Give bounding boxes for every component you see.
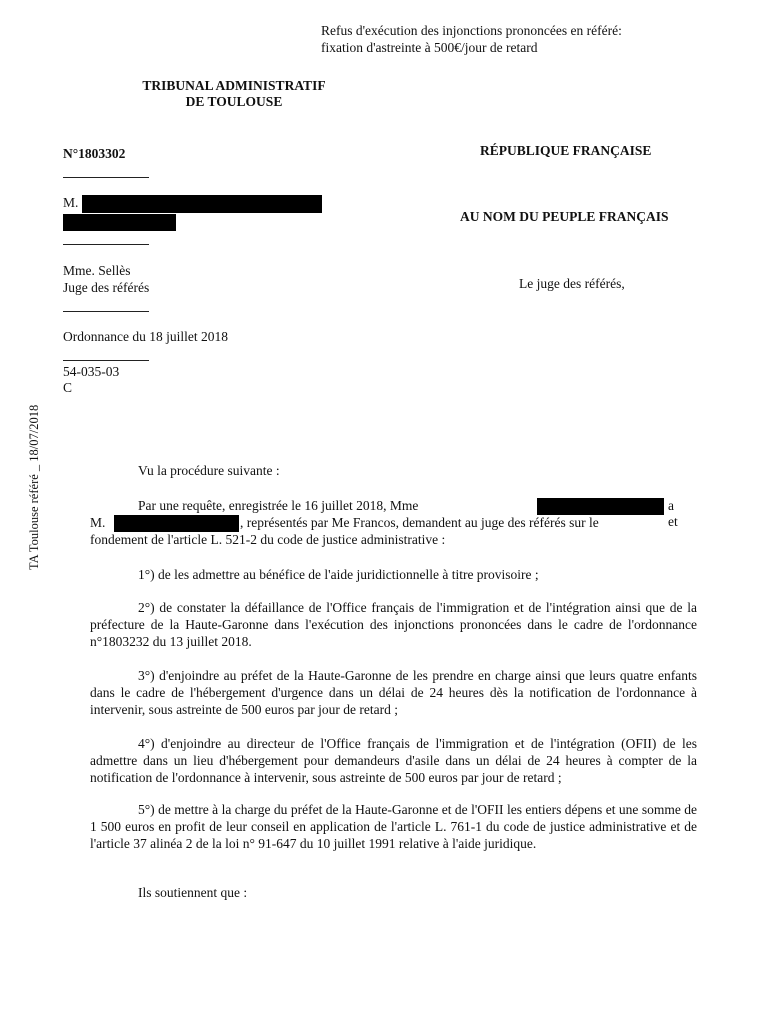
code-1: 54-035-03 [63, 364, 120, 379]
header-note-line1: Refus d'exécution des injonctions prononcées en référé: [321, 23, 622, 38]
item-3: 3°) d'enjoindre au préfet de la Haute-Garonne de les prendre en charge ainsi que leurs quatre enfants dans le cadre de l'hébergement d'urgence dans un délai de 24 heures dès la notification de l'ordonnance à intervenir, sous astreinte de 500 euros par jour de retard ; [90, 668, 697, 717]
code-2: C [63, 380, 73, 395]
p1-line3: fondement de l'article L. 521-2 du code de justice administrative : [90, 532, 446, 547]
side-reference: TA Toulouse référé _ 18/07/2018 [27, 404, 41, 570]
judge-name: Mme. Sellès [63, 263, 131, 278]
judge-role: Juge des référés [63, 280, 150, 295]
p1-line2-prefix: M. [90, 515, 106, 530]
ordonnance-date: Ordonnance du 18 juillet 2018 [63, 329, 228, 344]
redaction-mme-name [537, 498, 664, 515]
party-prefix: M. [63, 195, 79, 210]
republic-heading: RÉPUBLIQUE FRANÇAISE [480, 143, 652, 158]
separator-4 [63, 360, 149, 361]
court-name [120, 78, 348, 110]
vu-procedure: Vu la procédure suivante : [138, 463, 280, 478]
court-line2: DE TOULOUSE [185, 94, 283, 109]
juge-header: Le juge des référés, [519, 276, 625, 291]
p1-line1-end-text: a et [668, 498, 678, 529]
redaction-party-name [82, 195, 322, 213]
item-4: 4°) d'enjoindre au directeur de l'Office français de l'immigration et de l'intégration (OFII) de les admettre dans un lieu d'hébergement pour demandeurs d'asile dans un délai de 24 heures à compter de la notification de l'ordonnance à intervenir, sous astreinte de 500 euros par jour de retard ; [90, 736, 697, 785]
au-nom-heading: AU NOM DU PEUPLE FRANÇAIS [460, 209, 669, 224]
p1-line2-rest: , représentés par Me Francos, demandent au juge des référés sur le [240, 515, 599, 530]
item-2: 2°) de constater la défaillance de l'Office français de l'immigration et de l'intégration ainsi que de la préfecture de la Haute-Garonne dans l'exécution des injonctions prononcées dans le cadre de l'ordonnance n°1803232 du 13 juillet 2018. [90, 600, 697, 649]
redaction-party-name-2 [63, 214, 176, 231]
redaction-m-name [114, 515, 239, 532]
item-1: 1°) de les admettre au bénéfice de l'aide juridictionnelle à titre provisoire ; [138, 567, 539, 582]
p1-line1-end [668, 498, 697, 530]
separator-3 [63, 311, 149, 312]
classification-codes [63, 364, 119, 396]
header-note-line2: fixation d'astreinte à 500€/jour de retard [321, 40, 538, 55]
judge-block [63, 262, 149, 296]
header-note [321, 22, 622, 56]
ils-soutiennent: Ils soutiennent que : [138, 885, 248, 900]
separator-1 [63, 177, 149, 178]
p1-line1-start: Par une requête, enregistrée le 16 juillet 2018, Mme [138, 498, 419, 513]
item-5: 5°) de mettre à la charge du préfet de la Haute-Garonne et de l'OFII les entiers dépens et une somme de 1 500 euros en profit de leur conseil en application de l'article L. 761-1 du code de justice administrative et de l'article 37 alinéa 2 de la loi n° 91-647 du 10 juillet 1991 relative à l'aide juridique. [90, 802, 697, 851]
separator-2 [63, 244, 149, 245]
case-number: N°1803302 [63, 146, 126, 161]
court-line1: TRIBUNAL ADMINISTRATIF [142, 78, 326, 93]
